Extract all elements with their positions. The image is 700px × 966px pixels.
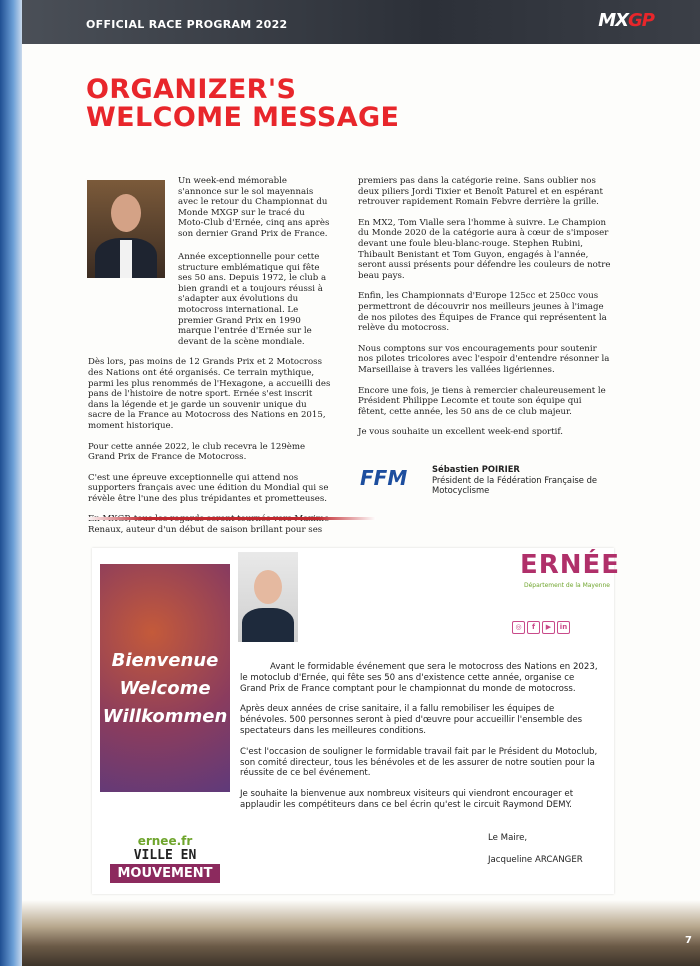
mayor-title: Le Maire,: [488, 833, 528, 843]
header-bar: [22, 0, 700, 44]
organizer-paragraph: Renaux, auteur d'un début de saison brillant pour ses: [88, 525, 323, 536]
ernee-department: Département de la Mayenne: [524, 582, 610, 589]
organizer-paragraph: C'est une épreuve exceptionnelle qui attend nos supporters français avec une édition du Mondial qui se révèle être l'une des plus trépidantes et prometteuses.: [88, 472, 329, 504]
magazine-page: [22, 0, 700, 966]
portrait-jacket: [242, 608, 294, 642]
linkedin-icon[interactable]: in: [557, 621, 570, 634]
organizer-paragraph: Nous comptons sur vos encouragements pour soutenir nos pilotes tricolores avec l'espoir d'entendre résonner la Marseillaise à travers les vallées ligériennes.: [358, 343, 610, 375]
organizer-paragraph: Un week-end mémorable s'annonce sur le sol mayennais avec le retour du Championnat du Monde MXGP sur le tracé du Moto-Club d'Ernée, cinq ans après son dernier Grand Prix de France.: [178, 176, 330, 239]
mxgp-logo-gp: GP: [628, 10, 654, 31]
page-headline: [86, 76, 506, 132]
organizer-column-2: [358, 176, 612, 448]
mayor-name: Jacqueline ARCANGER: [488, 855, 583, 865]
organizer-paragraph: Je vous souhaite un excellent week-end sportif.: [358, 427, 564, 438]
organizer-paragraph: En MX2, Tom Vialle sera l'homme à suivre. Le Champion du Monde 2020 de la catégorie aura à cœur de s'imposer devant une foule bleu-blanc-rouge. Stephen Rubini, Thibault Benistant et Tom Guyon, engagés à l'année, seront aussi présents pour défendre les couleurs de notre beau pays.: [358, 217, 611, 281]
mayor-paragraph: C'est l'occasion de souligner le formidable travail fait par le Président du Motoclub, son comité directeur, tous les bénévoles et de les assurer de notre soutien pour la réussite de ce bel événement.: [240, 746, 598, 779]
instagram-icon[interactable]: ◎: [512, 621, 525, 634]
slogan-ville-en: VILLE EN: [133, 848, 197, 863]
organizer-paragraph: premiers pas dans la catégorie reine. Sans oublier nos deux piliers Jordi Tixier et Benoît Paturel et en espérant retrouver rapidement Romain Febvre derrière la grille.: [358, 176, 603, 208]
social-icons: [512, 614, 572, 634]
mayor-paragraph: Je souhaite la bienvenue aux nombreux visiteurs qui viendront encourager et applaudir les compétiteurs dans ce bel écrin qu'est le circuit Raymond DEMY.: [240, 789, 574, 810]
mayor-paragraph: Avant le formidable événement que sera le motocross des Nations en 2023, le motoclub d'Ernée, qui fête ses 50 ans d'existence cette année, organise ce Grand Prix de France comptant pour le championnat du monde de motocross.: [240, 662, 598, 694]
organizer-paragraph: Pour cette année 2022, le club recevra le 129ème Grand Prix de France de Motocross.: [88, 441, 306, 463]
program-title: OFFICIAL RACE PROGRAM 2022: [86, 18, 288, 31]
organizer-paragraph: Année exceptionnelle pour cette structure emblématique qui fête ses 50 ans. Depuis 1972, le club a bien grandi et a toujours réussi à s'adapter aux évolutions du motocross international. Le premier Grand Prix en 1990 marque l'entrée d'Ernée sur le devant de la scène mondiale.: [178, 252, 327, 347]
portrait-face: [111, 194, 141, 232]
slogan-mouvement: MOUVEMENT: [110, 864, 220, 883]
mayor-paragraph: Après deux années de crise sanitaire, il a fallu remobiliser les équipes de bénévoles. 500 personnes seront à pied d'œuvre pour accueillir l'ensemble des spectateurs dans les meilleures conditions.: [240, 704, 583, 736]
mayor-portrait: [238, 552, 298, 642]
signer-name: Sébastien POIRIER: [432, 464, 520, 474]
youtube-icon[interactable]: ▶: [542, 621, 555, 634]
dirt-footer-graphic: [22, 900, 700, 966]
welcome-banner: [100, 564, 230, 792]
organizer-paragraph: Encore une fois, je tiens à remercier chaleureusement le Président Philippe Lecomte et toute son équipe qui fêtent, cette année, les 50 ans de ce club majeur.: [358, 385, 606, 417]
headline-line-1: ORGANIZER'S: [86, 74, 297, 105]
mayor-message-panel: [92, 548, 621, 894]
headline-line-2: WELCOME MESSAGE: [86, 102, 400, 133]
welcome-english: Welcome: [119, 678, 211, 699]
portrait-face: [254, 570, 282, 604]
organizer-column-1-top: [178, 176, 330, 250]
ernee-logo: ERNÉE: [520, 550, 621, 580]
welcome-french: Bienvenue: [111, 650, 219, 671]
page-number: 7: [685, 935, 692, 946]
organizer-paragraph: Enfin, les Championnats d'Europe 125cc et 250cc vous permettront de découvrir nos meilleurs jeunes à l'image de nos pilotes des Équipes de France qui représentent la relève du motocross.: [358, 291, 607, 334]
section-divider: [86, 517, 376, 520]
organizer-column-1: [88, 252, 332, 546]
ernee-website: ernee.fr: [137, 834, 193, 848]
magazine-spine: [0, 0, 22, 966]
facebook-icon[interactable]: f: [527, 621, 540, 634]
mayor-text: [240, 662, 600, 821]
signer-role: Président de la Fédération Française de Motocyclisme: [432, 474, 598, 496]
ffm-logo: FFM: [360, 466, 408, 490]
organizer-signature: [432, 464, 612, 496]
mayor-signature: [488, 832, 583, 866]
welcome-german: Willkommen: [102, 706, 228, 727]
mxgp-logo-mx: MX: [598, 10, 629, 31]
organizer-paragraph: Dès lors, pas moins de 12 Grands Prix et 2 Motocross des Nations ont été organisés. Ce terrain mythique, parmi les plus renommés de l'Hexagone, a accueilli des pans de l'histoire de notre sport. Ernée s'est inscrit dans la légende et je garde un souvenir unique du sacre de la France au Motocross des Nations en 2015, moment historique.: [88, 357, 331, 431]
mxgp-logo: [598, 10, 654, 31]
